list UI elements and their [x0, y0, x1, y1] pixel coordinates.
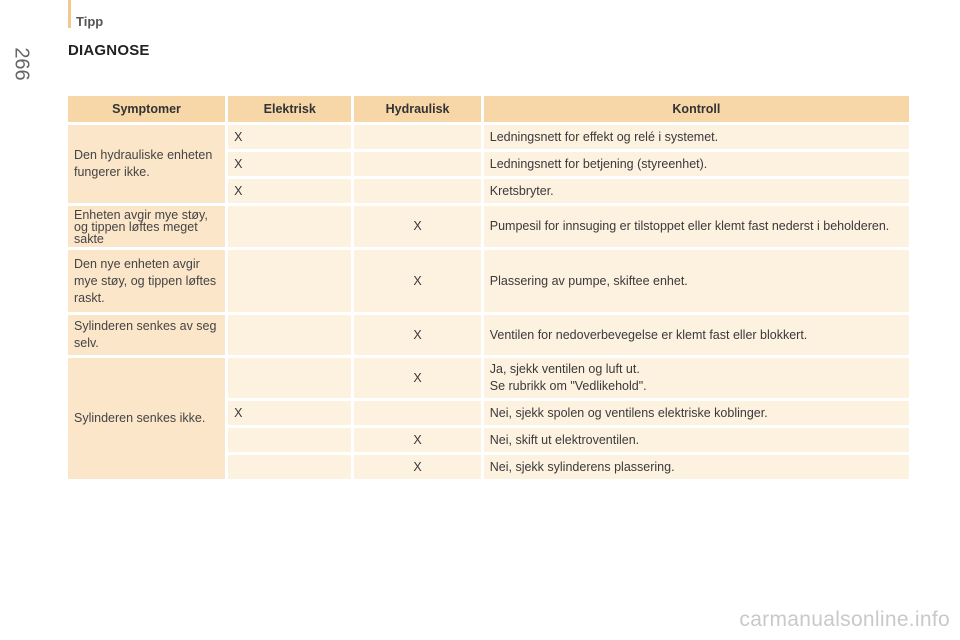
kontroll-line: Ja, sjekk ventilen og luft ut. [489, 362, 640, 376]
symptom-cell: Den nye enheten avgir mye støy, og tippen løftes raskt. [68, 250, 225, 312]
elektrisk-cell [228, 206, 351, 247]
kontroll-cell: Ventilen for nedoverbevegelse er klemt fast eller blokkert. [484, 315, 909, 355]
hydraulisk-cell: X [354, 455, 480, 479]
kontroll-cell: Ledningsnett for effekt og relé i systemet. [484, 125, 909, 149]
table-row [68, 250, 909, 312]
elektrisk-cell: X [228, 401, 351, 425]
kontroll-line: Se rubrikk om "Vedlikehold". [489, 379, 647, 393]
page-number-text: 266 [10, 47, 33, 81]
hydraulisk-cell: X [354, 315, 480, 355]
table-header-row [68, 96, 909, 122]
kontroll-cell: Plassering av pumpe, skiftee enhet. [484, 250, 909, 312]
section-label: Tipp [76, 14, 104, 29]
header-elektrisk: Elektrisk [228, 96, 351, 122]
elektrisk-cell: X [228, 179, 351, 203]
hydraulisk-cell [354, 179, 480, 203]
symptom-cell: Sylinderen senkes av seg selv. [68, 315, 225, 355]
table-row [68, 358, 909, 398]
hydraulisk-cell: X [354, 428, 480, 452]
kontroll-cell: Nei, skift ut elektroventilen. [484, 428, 909, 452]
hydraulisk-cell [354, 152, 480, 176]
symptom-cell: Sylinderen senkes ikke. [68, 358, 225, 479]
hydraulisk-cell: X [354, 250, 480, 312]
symptom-cell: Enheten avgir mye støy, og tippen løftes meget sakte [68, 206, 225, 247]
page-number [8, 44, 34, 84]
header-kontroll: Kontroll [484, 96, 909, 122]
elektrisk-cell [228, 428, 351, 452]
table-row [68, 125, 909, 149]
kontroll-cell: Nei, sjekk spolen og ventilens elektriske koblinger. [484, 401, 909, 425]
elektrisk-cell [228, 358, 351, 398]
table-row [68, 206, 909, 247]
kontroll-cell: Nei, sjekk sylinderens plassering. [484, 455, 909, 479]
diagnosis-table [65, 93, 912, 482]
elektrisk-cell: X [228, 125, 351, 149]
hydraulisk-cell [354, 125, 480, 149]
kontroll-cell: Pumpesil for innsuging er tilstoppet eller klemt fast nederst i beholderen. [484, 206, 909, 247]
elektrisk-cell [228, 315, 351, 355]
elektrisk-cell [228, 455, 351, 479]
hydraulisk-cell [354, 401, 480, 425]
kontroll-cell [484, 358, 909, 398]
kontroll-cell: Kretsbryter. [484, 179, 909, 203]
elektrisk-cell: X [228, 152, 351, 176]
hydraulisk-cell: X [354, 206, 480, 247]
symptom-cell: Den hydrauliske enheten fungerer ikke. [68, 125, 225, 203]
table-row [68, 315, 909, 355]
watermark: carmanualsonline.info [739, 608, 950, 631]
header-symptomer: Symptomer [68, 96, 225, 122]
elektrisk-cell [228, 250, 351, 312]
page-title: DIAGNOSE [68, 42, 150, 59]
header-hydraulisk: Hydraulisk [354, 96, 480, 122]
section-accent-bar [68, 0, 71, 28]
kontroll-cell: Ledningsnett for betjening (styreenhet). [484, 152, 909, 176]
hydraulisk-cell: X [354, 358, 480, 398]
